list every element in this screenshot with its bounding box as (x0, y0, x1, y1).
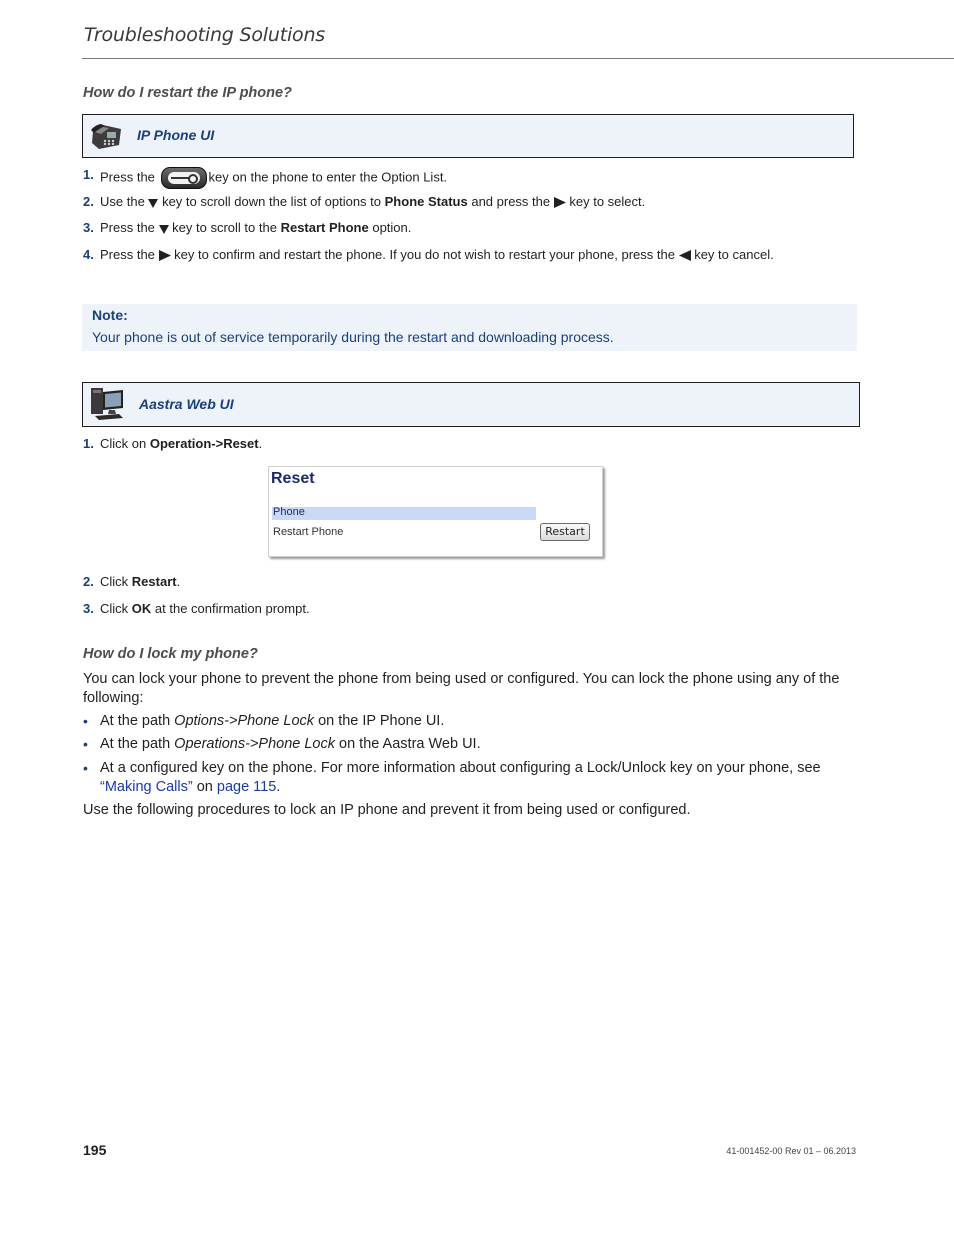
step-text: Click on (100, 436, 147, 451)
options-key-icon (161, 167, 207, 189)
step-number: 2. (83, 574, 94, 589)
page-number: 195 (83, 1142, 107, 1158)
lock-heading: How do I lock my phone? (83, 646, 258, 662)
step-text: . (258, 436, 263, 451)
step-text: Press the (100, 169, 155, 185)
document-id: 41-001452-00 Rev 01 – 06.2013 (726, 1146, 856, 1156)
making-calls-link[interactable]: “Making Calls” (100, 779, 193, 795)
bullet-text: At the path (100, 736, 171, 752)
note-box (82, 304, 857, 351)
web-step-2 (83, 574, 683, 592)
menu-path: Options->Phone Lock (174, 713, 315, 729)
phone-section-header (272, 507, 536, 520)
restart-phone-label: Restart Phone (273, 526, 344, 538)
lock-intro-line-1: You can lock your phone to prevent the phone from being used or configured. You can lock the phone using any of the (83, 671, 840, 687)
bullet-marker: • (83, 760, 88, 776)
bullet-text: . (276, 779, 281, 795)
step-text: Press the (100, 247, 155, 262)
step-bold-term: Restart Phone (280, 220, 369, 235)
step-number: 4. (83, 247, 94, 262)
step-text: key on the phone to enter the Option List. (208, 169, 448, 185)
step-bold-term: OK (131, 601, 152, 616)
menu-path: Operations->Phone Lock (174, 736, 335, 752)
page-115-link[interactable]: page 115 (216, 779, 277, 795)
aastra-web-ui-banner (82, 382, 860, 427)
step-text: key to cancel. (694, 247, 774, 262)
right-arrow-key-icon (159, 250, 171, 261)
restart-heading: How do I restart the IP phone? (83, 85, 292, 101)
lock-intro-line-2: following: (83, 690, 144, 706)
step-number: 1. (83, 436, 94, 451)
bullet-marker: • (83, 713, 88, 729)
step-text: Press the (100, 220, 155, 235)
note-text: Your phone is out of service temporarily during the restart and downloading process. (92, 329, 614, 345)
right-arrow-key-icon (554, 197, 566, 208)
reset-screenshot (268, 466, 603, 557)
step-number: 2. (83, 194, 94, 209)
step-number: 1. (83, 167, 94, 182)
ip-step-3 (83, 220, 883, 238)
ip-phone-ui-label: IP Phone UI (137, 127, 215, 143)
step-number: 3. (83, 601, 94, 616)
step-text: Use the (100, 194, 145, 209)
web-step-3 (83, 601, 683, 619)
ip-step-4 (83, 247, 883, 265)
step-text: key to confirm and restart the phone. If you do not wish to restart your phone, press the (174, 247, 675, 262)
ip-phone-ui-banner (82, 114, 854, 158)
ip-step-2 (83, 194, 883, 212)
step-text: key to scroll down the list of options to (162, 194, 382, 209)
note-title: Note: (92, 307, 128, 323)
aastra-web-ui-label: Aastra Web UI (139, 396, 234, 412)
bullet-text: At the path (100, 713, 171, 729)
running-header-title: Troubleshooting Solutions (84, 24, 325, 46)
step-bold-term: Phone Status (384, 194, 468, 209)
step-number: 3. (83, 220, 94, 235)
down-arrow-key-icon (148, 198, 158, 208)
restart-button[interactable]: Restart (540, 523, 590, 541)
computer-icon (89, 386, 127, 427)
step-bold-term: Operation->Reset (149, 436, 259, 451)
step-text: Click (100, 601, 129, 616)
bullet-text: on the Aastra Web UI. (339, 736, 481, 752)
step-text: key to select. (569, 194, 646, 209)
web-step-1 (83, 436, 683, 454)
reset-page-title: Reset (271, 470, 315, 487)
lock-bullet-3 (83, 759, 863, 799)
step-text: key to scroll to the (172, 220, 277, 235)
bullet-marker: • (83, 736, 88, 752)
step-text: Click (100, 574, 129, 589)
bullet-text: At a configured key on the phone. For more information about configuring a Lock/Unlock key on your phone, see (100, 760, 821, 776)
bullet-text: on the IP Phone UI. (318, 713, 445, 729)
ip-step-1 (83, 167, 883, 187)
step-text: option. (372, 220, 412, 235)
phone-section-label: Phone (273, 506, 305, 518)
step-bold-term: Restart (131, 574, 177, 589)
header-divider (82, 58, 954, 59)
step-text: and press the (471, 194, 551, 209)
down-arrow-key-icon (159, 224, 169, 234)
step-text: . (176, 574, 181, 589)
bullet-text: on (196, 779, 213, 795)
lock-closing-text: Use the following procedures to lock an IP phone and prevent it from being used or configured. (83, 802, 691, 818)
left-arrow-key-icon (679, 250, 691, 261)
step-text: at the confirmation prompt. (154, 601, 310, 616)
desk-phone-icon (89, 121, 125, 156)
